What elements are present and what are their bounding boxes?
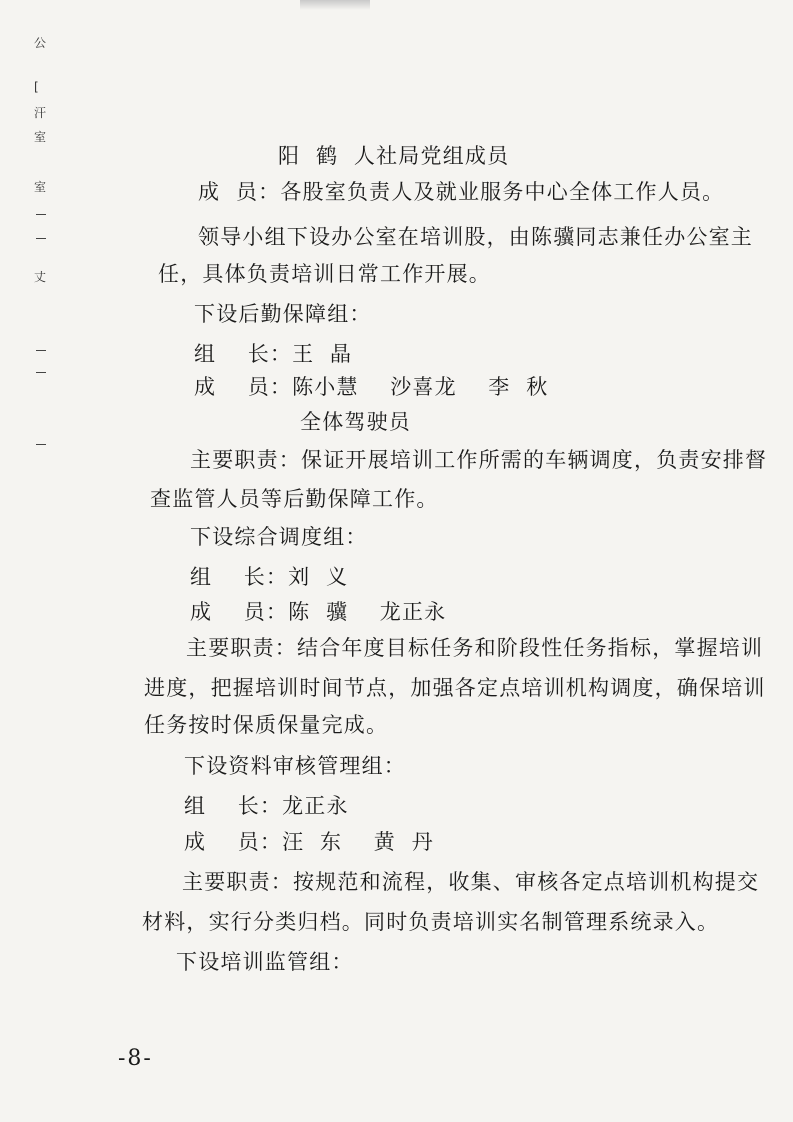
member-line-leaders: 阳 鹤 人社局党组成员: [278, 144, 510, 168]
paragraph-line: 领导小组下设办公室在培训股，由陈骥同志兼任办公室主: [198, 225, 753, 249]
group-heading: 下设培训监管组：: [176, 950, 354, 974]
group-leader-line: 组 长：龙正永: [184, 794, 349, 818]
margin-mark: 丈: [34, 270, 47, 284]
member-line: 成 员：各股室负责人及就业服务中心全体工作人员。: [198, 180, 725, 204]
group-member-line: 成 员：汪 东 黄 丹: [184, 830, 434, 854]
margin-dash: [36, 350, 46, 351]
group-member-line: 全体驾驶员: [300, 410, 411, 434]
group-heading: 下设资料审核管理组：: [184, 754, 406, 778]
group-heading: 下设综合调度组：: [190, 525, 368, 549]
group-leader-line: 组 长：王 晶: [194, 342, 353, 366]
margin-mark: [: [34, 80, 39, 94]
margin-dash: [36, 214, 46, 215]
margin-dash: [36, 444, 46, 445]
margin-dash: [36, 372, 46, 373]
margin-mark: 汗: [34, 106, 47, 120]
scan-shadow: [300, 0, 370, 10]
duty-line: 进度，把握培训时间节点，加强各定点培训机构调度，确保培训: [144, 676, 766, 700]
margin-mark: 公: [34, 36, 47, 50]
paragraph-line: 任，具体负责培训日常工作开展。: [158, 262, 491, 286]
margin-mark: 室: [34, 130, 47, 144]
duty-line: 主要职责：结合年度目标任务和阶段性任务指标，掌握培训: [186, 636, 764, 660]
margin-mark: 室: [34, 180, 47, 194]
margin-dash: [36, 238, 46, 239]
duty-line: 任务按时保质保量完成。: [144, 713, 389, 737]
group-leader-line: 组 长：刘 义: [190, 565, 349, 589]
group-member-line: 成 员：陈 骥 龙正永: [190, 600, 447, 624]
group-member-line: 成 员：陈小慧 沙喜龙 李 秋: [194, 375, 549, 399]
duty-line: 主要职责：保证开展培训工作所需的车辆调度，负责安排督: [190, 448, 768, 472]
page-number: -8-: [118, 1046, 153, 1071]
group-heading: 下设后勤保障组：: [194, 302, 372, 326]
duty-line: 主要职责：按规范和流程，收集、审核各定点培训机构提交: [182, 870, 760, 894]
duty-line: 查监管人员等后勤保障工作。: [150, 487, 439, 511]
duty-line: 材料，实行分类归档。同时负责培训实名制管理系统录入。: [142, 910, 720, 934]
